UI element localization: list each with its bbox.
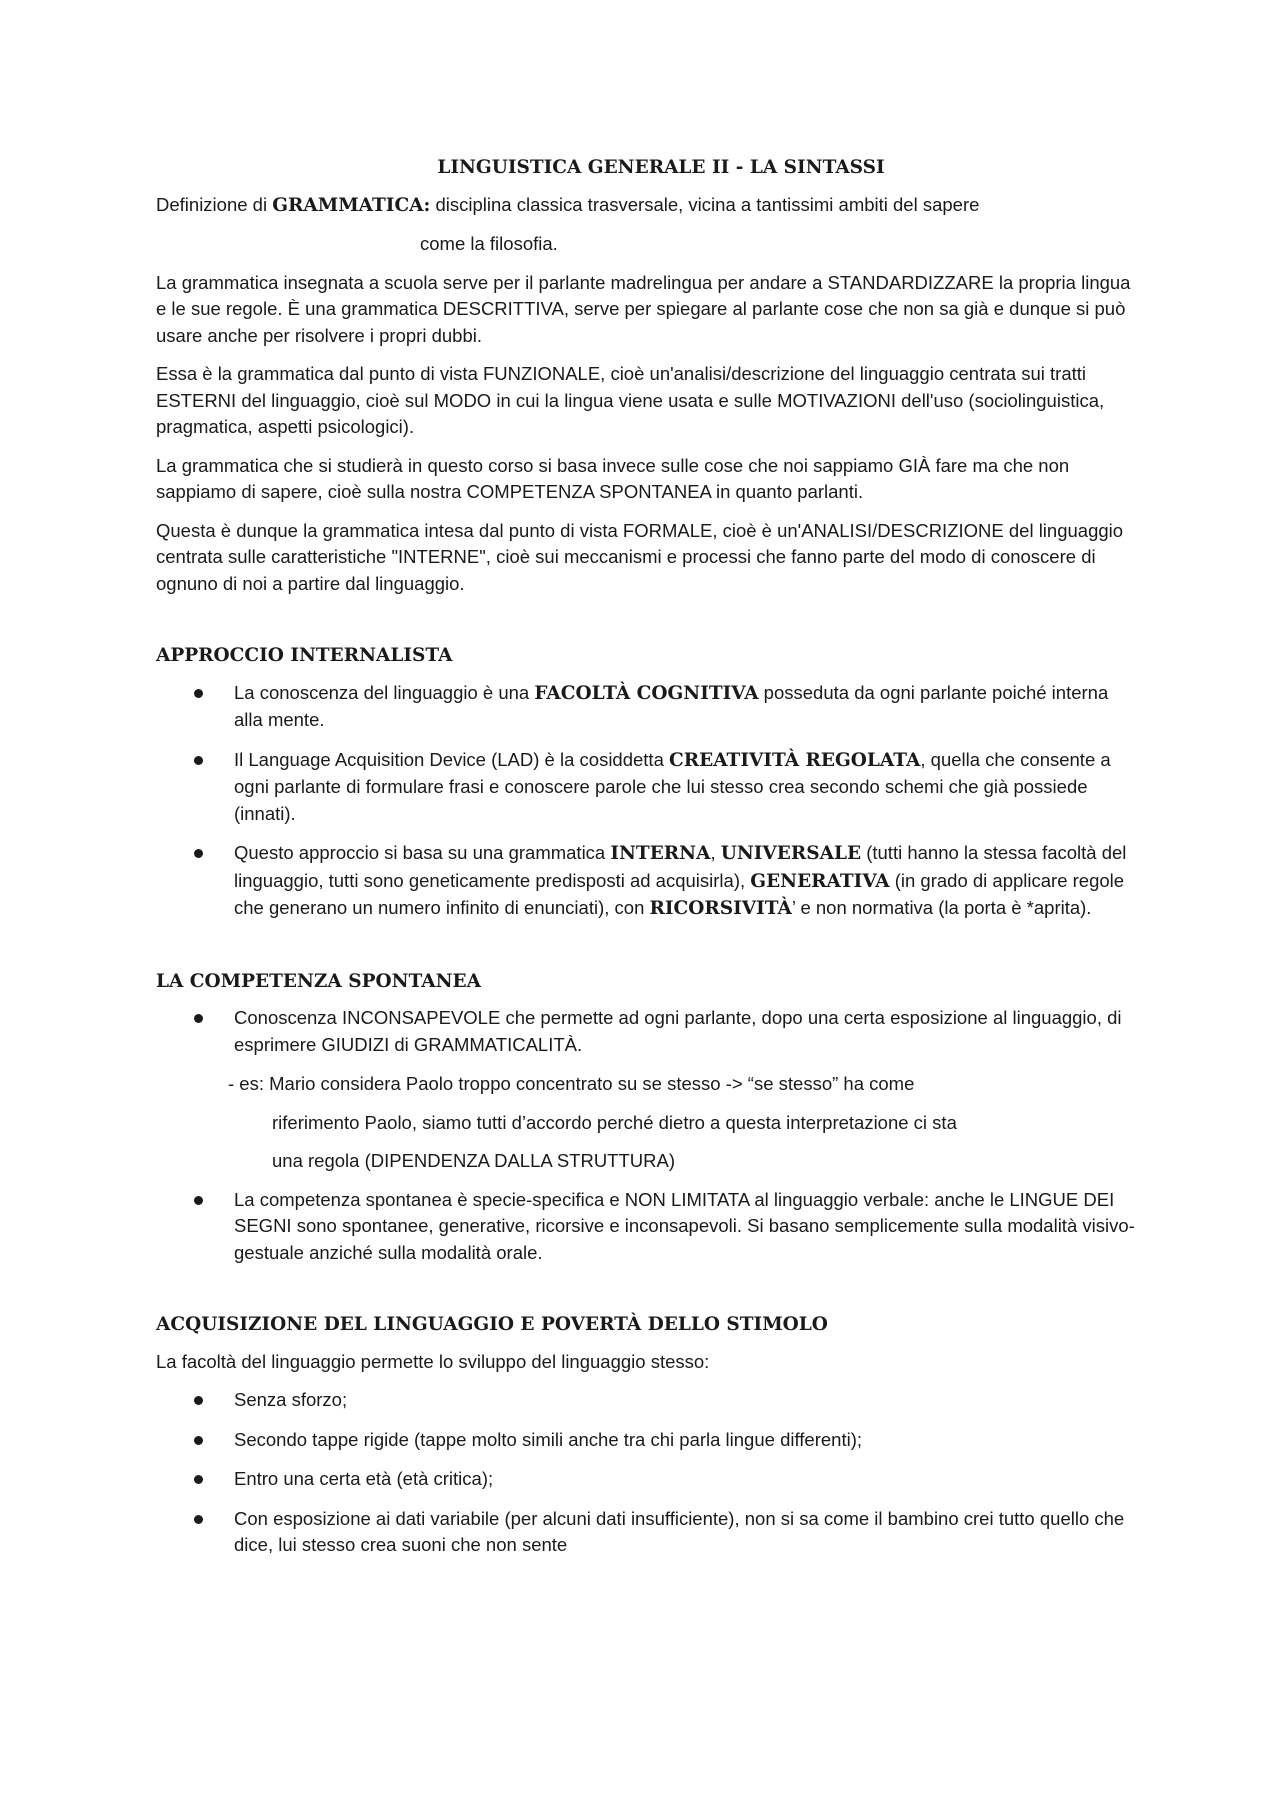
list-competenza-2 xyxy=(156,1187,1136,1267)
bullet-icon xyxy=(194,1515,203,1524)
bullet-icon xyxy=(194,1196,203,1205)
bullet-icon xyxy=(194,756,203,765)
heading-approccio-internalista: APPROCCIO INTERNALISTA xyxy=(156,645,453,666)
bullet-icon xyxy=(194,849,203,858)
definition-term: GRAMMATICA: xyxy=(272,194,431,216)
example-line-2: riferimento Paolo, siamo tutti d’accordo perché dietro a questa interpretazione ci sta xyxy=(272,1111,957,1133)
paragraph-standardize: La grammatica insegnata a scuola serve per il parlante madrelingua per andare a STANDARDIZZARE la propria lingua e le sue regole. È una grammatica DESCRITTIVA, serve per spiegare al parlante cose che non sa già e dunque si può usare anche per risolvere i propri dubbi. xyxy=(156,271,1131,346)
definition-continuation: come la filosofia. xyxy=(420,233,558,254)
list-item: Entro una certa età (età critica); xyxy=(156,1466,1136,1493)
list-acquisizione xyxy=(156,1387,1136,1559)
bullet-icon xyxy=(194,1396,203,1405)
paragraph-functional: Essa è la grammatica dal punto di vista FUNZIONALE, cioè un'analisi/descrizione del linguaggio centrata sui tratti ESTERNI del linguaggio, cioè sul MODO in cui la lingua viene usata e sulle MOTIVAZIONI dell'uso (sociolinguistica, pragmatica, aspetti psicologici). xyxy=(156,363,1105,437)
list-competenza xyxy=(156,1005,1136,1058)
list-item: Secondo tappe rigide (tappe molto simili anche tra chi parla lingue differenti); xyxy=(156,1427,1136,1454)
example-line-3: una regola (DIPENDENZA DALLA STRUTTURA) xyxy=(272,1150,676,1171)
heading-competenza-spontanea: LA COMPETENZA SPONTANEA xyxy=(156,970,481,992)
document-title: LINGUISTICA GENERALE II - LA SINTASSI xyxy=(437,157,885,178)
list-internalista xyxy=(156,680,1136,923)
bullet-icon xyxy=(194,1014,203,1023)
heading-acquisizione: ACQUISIZIONE DEL LINGUAGGIO E POVERTÀ DELLO STIMOLO xyxy=(156,1314,828,1335)
paragraph-spontaneous: La grammatica che si studierà in questo corso si basa invece sulle cose che noi sappiamo GIÀ fare ma che non sappiamo di sapere, cioè sulla nostra COMPETENZA SPONTANEA in quanto parlanti. xyxy=(156,454,1070,502)
bullet-icon xyxy=(194,1436,203,1445)
bullet-icon xyxy=(194,1475,203,1484)
definition-text: disciplina classica trasversale, vicina a tantissimi ambiti del sapere xyxy=(430,193,980,215)
list-item: Con esposizione ai dati variabile (per alcuni dati insufficiente), non si sa come il bambino crei tutto quello che dice, lui stesso crea suoni che non sente xyxy=(156,1506,1136,1559)
example-line-1: - es: Mario considera Paolo troppo concentrato su se stesso -> “se stesso” ha come xyxy=(228,1073,915,1094)
bullet-icon xyxy=(194,689,203,698)
list-item: La conoscenza del linguaggio è una FACOLTÀ COGNITIVA posseduta da ogni parlante poiché interna alla mente. xyxy=(156,680,1136,734)
paragraph-formal: Questa è dunque la grammatica intesa dal punto di vista FORMALE, cioè è un'ANALISI/DESCRIZIONE del linguaggio centrata sulle caratteristiche "INTERNE", cioè sui meccanismi e processi che fanno parte del modo di conoscere di ognuno di noi a partire dal linguaggio. xyxy=(156,519,1124,594)
document-body xyxy=(156,155,1136,1572)
list-item: Conoscenza INCONSAPEVOLE che permette ad ogni parlante, dopo una certa esposizione al linguaggio, di esprimere GIUDIZI di GRAMMATICALITÀ. xyxy=(156,1005,1136,1058)
list-item: La competenza spontanea è specie-specifica e NON LIMITATA al linguaggio verbale: anche le LINGUE DEI SEGNI sono spontanee, generative, ricorsive e inconsapevoli. Si basano semplicemente sulla modalità visivo-gestuale anziché sulla modalità orale. xyxy=(156,1187,1136,1267)
definition-line xyxy=(156,192,1136,220)
list-item: Senza sforzo; xyxy=(156,1387,1136,1414)
list-item: Questo approccio si basa su una grammatica INTERNA, UNIVERSALE (tutti hanno la stessa facoltà del linguaggio, tutti sono geneticamente predisposti ad acquisirla), GENERATIVA (in grado di applicare regole che generano un numero infinito di enunciati), con RICORSIVITÀ’ e non normativa (la porta è *aprita). xyxy=(156,840,1136,923)
definition-lead: Definizione di xyxy=(156,193,273,215)
list-item: Il Language Acquisition Device (LAD) è la cosiddetta CREATIVITÀ REGOLATA, quella che consente a ogni parlante di formulare frasi e conoscere parole che lui stesso crea secondo schemi che già possiede (innati). xyxy=(156,747,1136,828)
acquisizione-intro: La facoltà del linguaggio permette lo sviluppo del linguaggio stesso: xyxy=(156,1350,710,1372)
